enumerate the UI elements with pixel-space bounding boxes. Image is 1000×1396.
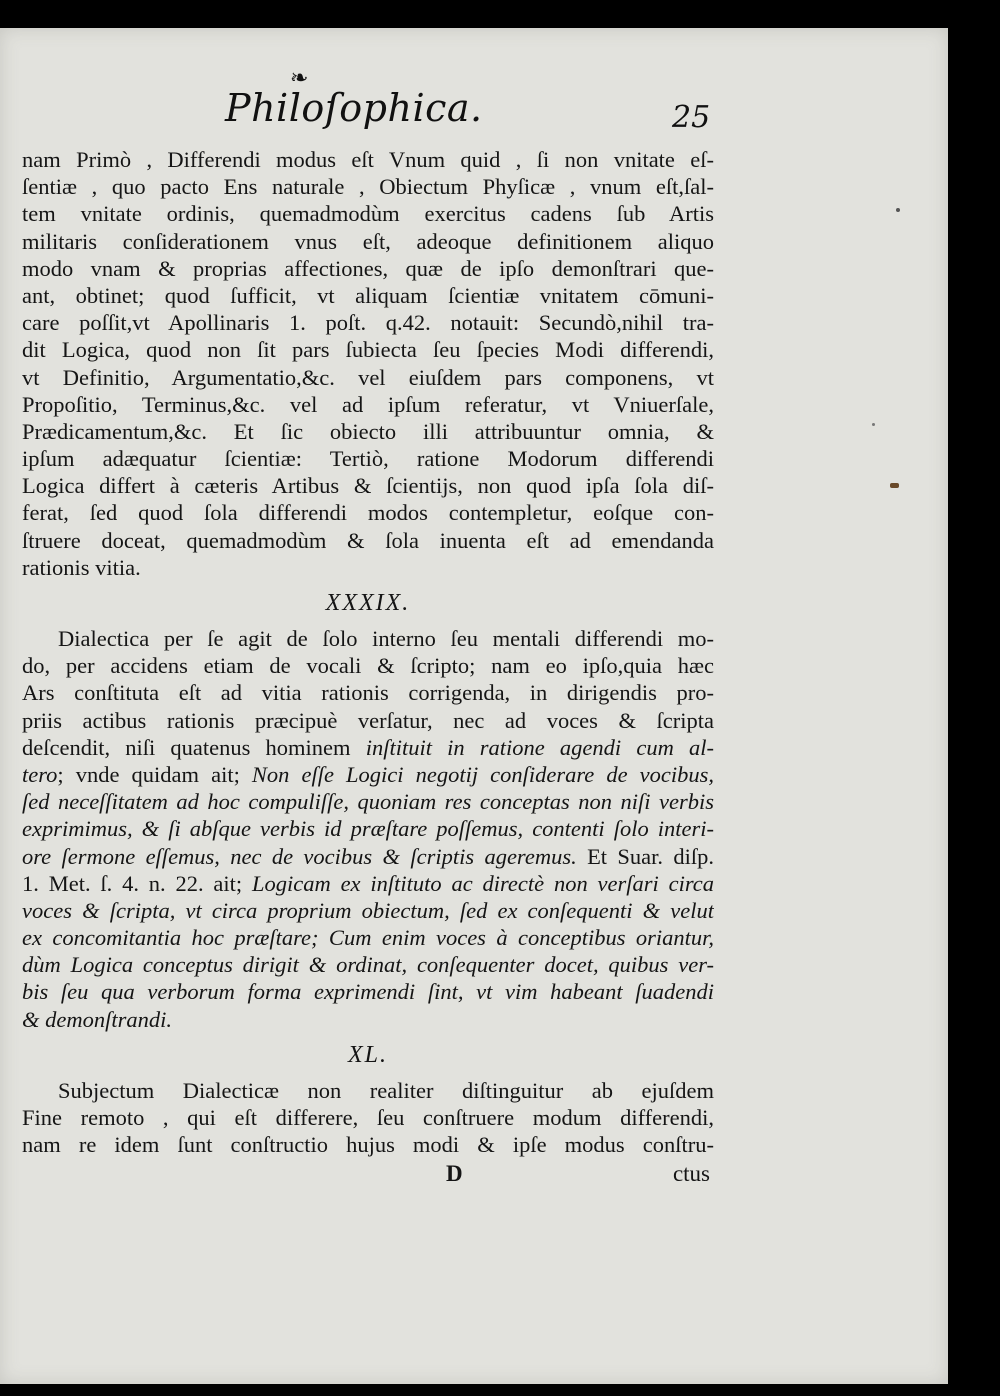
text-line: ſed neceſſitatem ad hoc compuliſſe, quoniam res conceptas non niſi verbis — [22, 789, 714, 815]
italic-quote: Logicam ex inſtituto ac directè non verſari circa — [252, 870, 714, 896]
text-line: dùm Logica conceptus dirigit & ordinat, conſequenter docet, quibus ver- — [22, 952, 714, 978]
page-text — [22, 146, 714, 1190]
text-line: Dialectica per ſe agit de ſolo interno ſeu mentali differendi mo- — [58, 626, 714, 651]
text-line: priis actibus rationis præcipuè verſatur, nec ad voces & ſcripta — [22, 707, 714, 733]
text-line: Propoſitio, Terminus,&c. vel ad ipſum referatur, vt Vniuerſale, — [22, 391, 714, 417]
text-line: militaris conſiderationem vnus eſt, adeoque definitionem aliquo — [22, 228, 714, 254]
text-line: dit Logica, quod non ſit pars ſubiecta ſeu ſpecies Modi differendi, — [22, 337, 714, 363]
roman-text: ; vnde quidam ait; — [57, 761, 252, 787]
page-number: 25 — [672, 100, 711, 135]
book-page — [0, 28, 948, 1384]
text-line: nam re idem ſunt conſtructio hujus modi & ipſe modus conſtru- — [22, 1132, 714, 1158]
text-line: tem vnitate ordinis, quemadmodùm exercitus cadens ſub Artis — [22, 201, 714, 227]
roman-text: Et Suar. diſp. — [576, 843, 714, 869]
text-line: Prædicamentum,&c. Et ſic obiecto illi attribuuntur omnia, & — [22, 418, 714, 444]
paragraph-39 — [22, 625, 714, 1033]
paragraph-40 — [22, 1077, 714, 1159]
section-heading-40: XL. — [347, 1041, 388, 1068]
running-title: Philoſophica. — [225, 86, 483, 130]
italic-quote: Non eſſe Logici negotij conſiderare de vocibus, — [251, 761, 714, 787]
text-line: ſtruere doceat, quemadmodùm & ſola inuenta eſt ad emendanda — [22, 527, 714, 553]
text-line — [22, 843, 714, 870]
text-line — [22, 870, 714, 897]
text-line: voces & ſcripta, vt circa proprium obiectum, ſed ex conſequenti & velut — [22, 897, 714, 923]
text-line: ſentiæ , quo pacto Ens naturale , Obiectum Phyſicæ , vnum eſt,ſal- — [22, 174, 714, 200]
text-line: do, per accidens etiam de vocali & ſcripto; nam eo ipſo,quia hæc — [22, 653, 714, 679]
paper-speck — [890, 483, 899, 488]
text-line — [22, 761, 714, 788]
text-line: Subjectum Dialecticæ non realiter diſtinguitur ab ejuſdem — [58, 1077, 714, 1103]
text-line: nam Primò , Differendi modus eſt Vnum quid , ſi non vnitate eſ- — [22, 147, 714, 172]
italic-quote: tero — [22, 761, 58, 787]
printer-ornament: ❧ — [290, 66, 309, 91]
text-line: bis ſeu qua verborum forma exprimendi ſint, vt vim habeant ſuadendi — [22, 979, 714, 1005]
text-line: ferat, ſed quod ſola differendi modos contempletur, eoſque con- — [22, 500, 714, 526]
roman-text: 1. Met. ſ. 4. n. 22. ait; — [22, 870, 252, 896]
text-line: Ars conſtituta eſt ad vitia rationis corrigenda, in dirigendis pro- — [22, 680, 714, 706]
text-line: exprimimus, & ſi abſque verbis id præſtare poſſemus, contenti ſolo interi- — [22, 816, 714, 842]
text-line: modo vnam & proprias affectiones, quæ de ipſo demonſtrari que- — [22, 255, 714, 281]
text-line: rationis vitia. — [22, 554, 141, 580]
text-line: care poſſit,vt Apollinaris 1. poſt. q.42. notauit: Secundò,nihil tra- — [22, 310, 714, 336]
text-line: Fine remoto , qui eſt differere, ſeu conſtruere modum differendi, — [22, 1105, 714, 1130]
text-line: Logica differt à cæteris Artibus & ſcientijs, non quod ipſa ſola diſ- — [22, 473, 714, 499]
text-line: & demonſtrandi. — [22, 1006, 172, 1032]
catchword: ctus — [672, 1161, 710, 1187]
page-footer — [22, 1158, 714, 1190]
text-line: vt Definitio, Argumentatio,&c. vel eiuſdem pars componens, vt — [22, 364, 714, 390]
text-line: ex concomitantia hoc præſtare; Cum enim voces à conceptibus oriantur, — [22, 925, 714, 951]
section-heading-39: XXXIX. — [325, 590, 411, 616]
italic-quote: inſtituit in ratione agendi cum al- — [365, 734, 714, 760]
paper-speck — [872, 423, 875, 426]
text-line: ant, obtinet; quod ſufficit, vt aliquam ſcientiæ vnitatem cōmuni- — [22, 282, 714, 308]
italic-quote: ore ſermone eſſemus, nec de vocibus & ſcriptis ageremus. — [22, 843, 577, 869]
paragraph-1 — [22, 146, 714, 581]
text-line: ipſum adæquatur ſcientiæ: Tertiò, ratione Modorum differendi — [22, 446, 714, 472]
roman-text: deſcendit, niſi quatenus hominem — [22, 734, 366, 760]
paper-speck — [896, 208, 900, 212]
signature-mark: D — [446, 1161, 463, 1187]
text-line — [22, 734, 714, 761]
